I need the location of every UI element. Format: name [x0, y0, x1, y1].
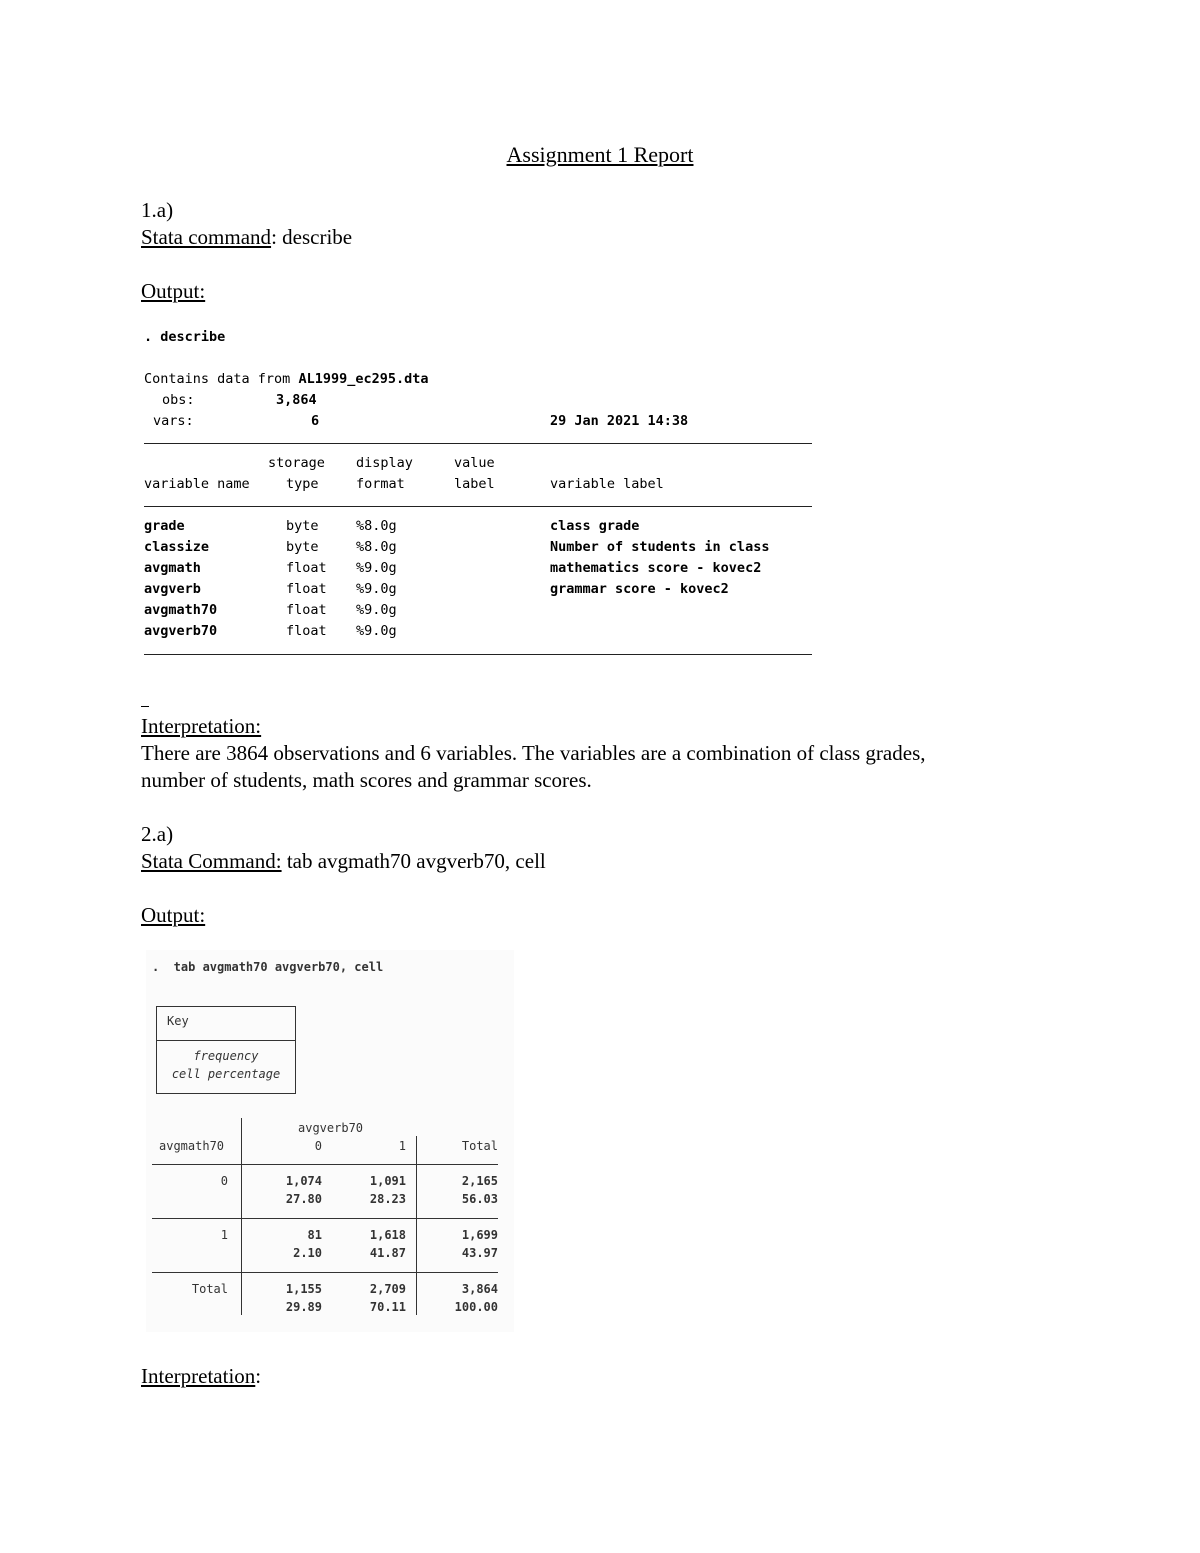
cell-pct: 2.10	[293, 1246, 322, 1260]
row-name: avgverb	[144, 581, 201, 597]
col-header-0: 0	[314, 1139, 322, 1153]
cell-freq: 3,864	[461, 1282, 498, 1296]
q2-command-line	[141, 848, 546, 875]
row-label: Number of students in class	[550, 539, 770, 555]
page-title: Assignment 1 Report	[506, 142, 694, 167]
q2-interp-label: Interpretation	[141, 1364, 256, 1388]
header-type: type	[286, 476, 319, 492]
header-display: display	[356, 455, 413, 471]
q1-output-label: Output:	[141, 279, 206, 303]
row-name: avgmath	[144, 560, 201, 576]
cell-pct: 100.00	[454, 1300, 498, 1314]
row-format: %9.0g	[356, 581, 397, 597]
table-vline	[241, 1118, 242, 1315]
cell-freq: 1,618	[369, 1228, 406, 1242]
row-format: %9.0g	[356, 602, 397, 618]
obs-label: obs:	[162, 392, 195, 408]
col-header-total: Total	[461, 1139, 498, 1153]
key-line1: frequency	[193, 1049, 259, 1063]
cell-pct: 28.23	[369, 1192, 406, 1206]
row-label: grammar score - kovec2	[550, 581, 729, 597]
header-label: label	[454, 476, 495, 492]
row-type: float	[286, 602, 327, 618]
col-header-1: 1	[398, 1139, 406, 1153]
row-type: byte	[286, 518, 319, 534]
col-var-name: avgverb70	[298, 1121, 364, 1135]
cell-freq: 1,074	[285, 1174, 322, 1188]
cell-pct: 56.03	[461, 1192, 498, 1206]
divider	[144, 443, 812, 444]
describe-contains: Contains data from AL1999_ec295.dta	[144, 371, 429, 387]
stray-mark	[141, 706, 149, 707]
header-value: value	[454, 455, 495, 471]
q1-number: 1.a)	[141, 198, 174, 222]
row-type: float	[286, 581, 327, 597]
describe-cmd: . describe	[144, 329, 226, 345]
table-hline	[152, 1218, 498, 1219]
cell-freq: 1,155	[285, 1282, 322, 1296]
q1-interp-line2: number of students, math scores and grammar scores.	[141, 768, 592, 792]
q1-command-text: : describe	[271, 225, 353, 249]
cell-freq: 1,699	[461, 1228, 498, 1242]
header-format: format	[356, 476, 405, 492]
key-title: Key	[167, 1014, 189, 1028]
cell-pct: 41.87	[369, 1246, 406, 1260]
q2-interp-line: Interpretation:	[141, 1364, 262, 1388]
divider	[144, 654, 812, 655]
table-vline	[416, 1136, 417, 1315]
vars-value: 6	[311, 413, 320, 429]
q2-command-label: Stata Command:	[141, 849, 282, 873]
table-hline	[152, 1272, 498, 1273]
cell-freq: 2,709	[369, 1282, 406, 1296]
row-format: %8.0g	[356, 539, 397, 555]
row-label: 1	[220, 1228, 228, 1242]
row-label: class grade	[550, 518, 640, 534]
cell-pct: 43.97	[461, 1246, 498, 1260]
row-name: avgmath70	[144, 602, 218, 618]
header-variable-label: variable label	[550, 476, 664, 492]
row-type: float	[286, 560, 327, 576]
row-type: float	[286, 623, 327, 639]
row-label: 0	[220, 1174, 228, 1188]
row-format: %8.0g	[356, 518, 397, 534]
row-format: %9.0g	[356, 560, 397, 576]
cell-pct: 70.11	[369, 1300, 406, 1314]
row-label: mathematics score - kovec2	[550, 560, 762, 576]
header-variable-name: variable name	[144, 476, 250, 492]
key-line2: cell percentage	[171, 1067, 281, 1081]
cell-pct: 29.89	[285, 1300, 322, 1314]
row-label: Total	[191, 1282, 228, 1296]
row-format: %9.0g	[356, 623, 397, 639]
cell-freq: 1,091	[369, 1174, 406, 1188]
vars-label: vars:	[153, 413, 194, 429]
divider	[144, 506, 812, 507]
row-name: classize	[144, 539, 210, 555]
tab-output-screenshot	[146, 950, 514, 1332]
q1-command-line	[141, 224, 352, 251]
cell-freq: 2,165	[461, 1174, 498, 1188]
cell-pct: 27.80	[285, 1192, 322, 1206]
row-name: grade	[144, 518, 185, 534]
cell-freq: 81	[307, 1228, 322, 1242]
q2-output-label: Output:	[141, 903, 206, 927]
header-storage: storage	[268, 455, 325, 471]
q1-interp-line1: There are 3864 observations and 6 variables. The variables are a combination of class grades,	[141, 741, 926, 765]
table-hline	[152, 1164, 498, 1165]
q1-interp-label: Interpretation:	[141, 714, 262, 738]
q2-command-text: tab avgmath70 avgverb70, cell	[281, 849, 546, 873]
obs-value: 3,864	[276, 392, 317, 408]
row-type: byte	[286, 539, 319, 555]
row-name: avgverb70	[144, 623, 218, 639]
row-var-name: avgmath70	[159, 1139, 225, 1153]
q1-command-label: Stata command	[141, 225, 272, 249]
describe-timestamp: 29 Jan 2021 14:38	[550, 413, 689, 429]
q2-number: 2.a)	[141, 822, 174, 846]
key-divider	[156, 1040, 296, 1041]
tab-cmd: . tab avgmath70 avgverb70, cell	[152, 960, 384, 974]
describe-filename: AL1999_ec295.dta	[298, 371, 429, 387]
